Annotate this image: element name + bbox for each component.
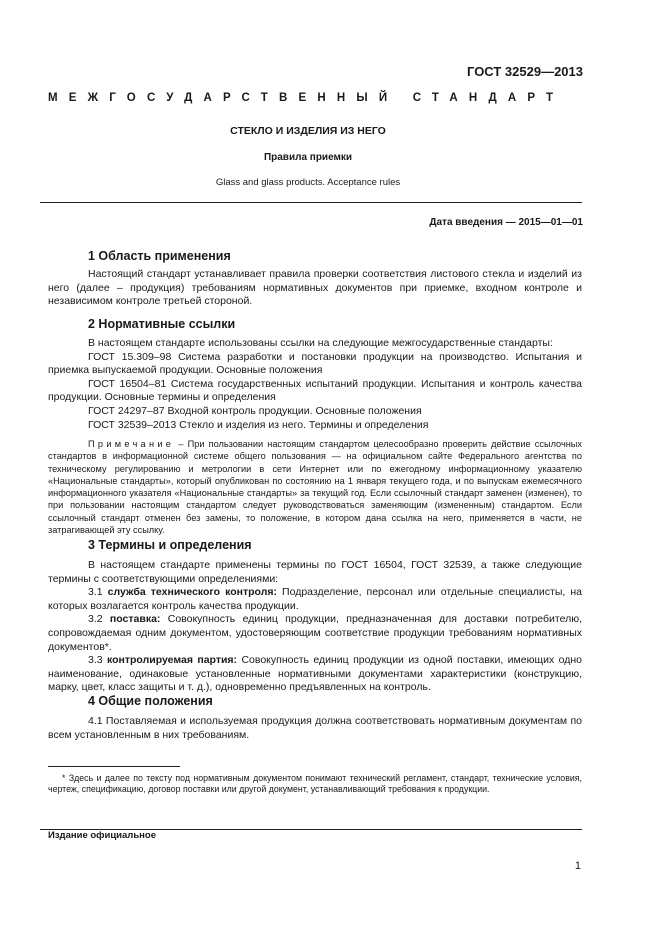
term-name: контролируемая партия:	[107, 654, 238, 667]
document-title-english: Glass and glass products. Acceptance rules	[215, 177, 401, 188]
reference-item: ГОСТ 15.309–98 Система разработки и постановки продукции на производство. Испытания и приемка выпускаемой продукции. Основные положения	[48, 350, 582, 377]
term-name: поставка:	[109, 613, 161, 626]
reference-item: ГОСТ 32539–2013 Стекло и изделия из него. Термины и определения	[88, 418, 429, 431]
term-text: Совокупность единиц продукции, предназначенная для доставки потребителю, сопровождаемая одним документом, удостоверяющим соответствие продукции требованиям нормативных документов*.	[48, 613, 583, 653]
term-number: 3.1	[88, 586, 108, 599]
page-number: 1	[574, 860, 581, 872]
section-1-title: 1 Область применения	[88, 249, 231, 263]
footnote-text: * Здесь и далее по тексту под нормативным документом понимают технический регламент, стандарт, технические условия, чертеж, спецификацию, договор поставки или другой документ, устанавливающий требования к продукции.	[48, 773, 582, 795]
header-divider	[40, 202, 582, 203]
term-text: Подразделение, персонал или отдельные специалисты, на которых возлагается контроль качества продукции.	[48, 586, 583, 612]
section-3-intro: В настоящем стандарте применены термины по ГОСТ 16504, ГОСТ 32539, а также следующие термины с соответствующими определениями:	[48, 559, 582, 585]
note-text: – При пользовании настоящим стандартом целесообразно проверить действие ссылочных стандартов в информационной системе общего пользования — на официальном сайте Федерального агентства по техническому регулированию и метрологии в сети Интернет или по ежегодному информационному указателю «Национальные стандарты», который опубликован по состоянию на 1 января текущего года, и по выпускам ежемесячного информационного указателя «Национальные стандарты» за текущий год. Если ссылочный стандарт заменен (изменен), то при пользовании настоящим стандартом следует руководствоваться заменяющим (измененным) стандартом. Если ссылочный стандарт отменен без замены, то положение, в котором дана ссылка на него, применяется в части, не затрагивающей эту ссылку.	[48, 439, 582, 536]
section-4-body	[48, 715, 582, 742]
footnote-divider	[48, 766, 180, 767]
section-2-body	[48, 337, 582, 432]
section-3-body	[48, 559, 582, 695]
section-1-paragraph: Настоящий стандарт устанавливает правила проверки соответствия листового стекла и изделий из него (далее – продукция) требованиям нормативных документов при приемке, входном контроле и независимом контроле третьей стороной.	[48, 268, 582, 308]
section-2-intro: В настоящем стандарте использованы ссылки на следующие межгосударственные стандарты:	[88, 337, 553, 349]
official-edition-label: Издание официальное	[48, 830, 156, 841]
term-definition	[48, 613, 582, 654]
term-definition	[48, 654, 582, 695]
section-4-paragraph: 4.1 Поставляемая и используемая продукция должна соответствовать нормативным документам по всем установленным в них требованиям.	[48, 715, 582, 741]
section-2-note	[48, 438, 582, 536]
section-1-body	[48, 268, 582, 309]
reference-item: ГОСТ 24297–87 Входной контроль продукции. Основные положения	[88, 404, 422, 417]
term-definition	[48, 586, 582, 613]
section-4-title: 4 Общие положения	[88, 694, 213, 708]
footnote	[48, 773, 582, 796]
term-number: 3.3	[88, 654, 107, 667]
document-subtitle: Правила приемки	[263, 152, 353, 163]
term-text: Совокупность единиц продукции из одной поставки, имеющих одно наименование, одинаковые установленные нормативными документами характеристики (конструкцию, марку, цвет, класс защиты и т. д.), одновременно предъявленных на контроль.	[48, 654, 583, 694]
reference-item: ГОСТ 16504–81 Система государственных испытаний продукции. Испытания и контроль качества продукции. Основные термины и определения	[48, 377, 582, 404]
term-number: 3.2	[88, 613, 110, 626]
introduction-date: Дата введения — 2015—01—01	[429, 217, 583, 228]
term-name: служба технического контроля:	[107, 586, 278, 599]
document-number: ГОСТ 32529—2013	[467, 64, 583, 79]
note-label: Примечание	[88, 439, 175, 449]
section-2-title: 2 Нормативные ссылки	[88, 317, 236, 331]
note-paragraph	[48, 438, 582, 536]
document-title: СТЕКЛО И ИЗДЕЛИЯ ИЗ НЕГО	[230, 125, 386, 137]
standard-type-banner: МЕЖГОСУДАРСТВЕННЫЙ СТАНДАРТ	[48, 92, 565, 104]
section-3-title: 3 Термины и определения	[88, 538, 252, 552]
